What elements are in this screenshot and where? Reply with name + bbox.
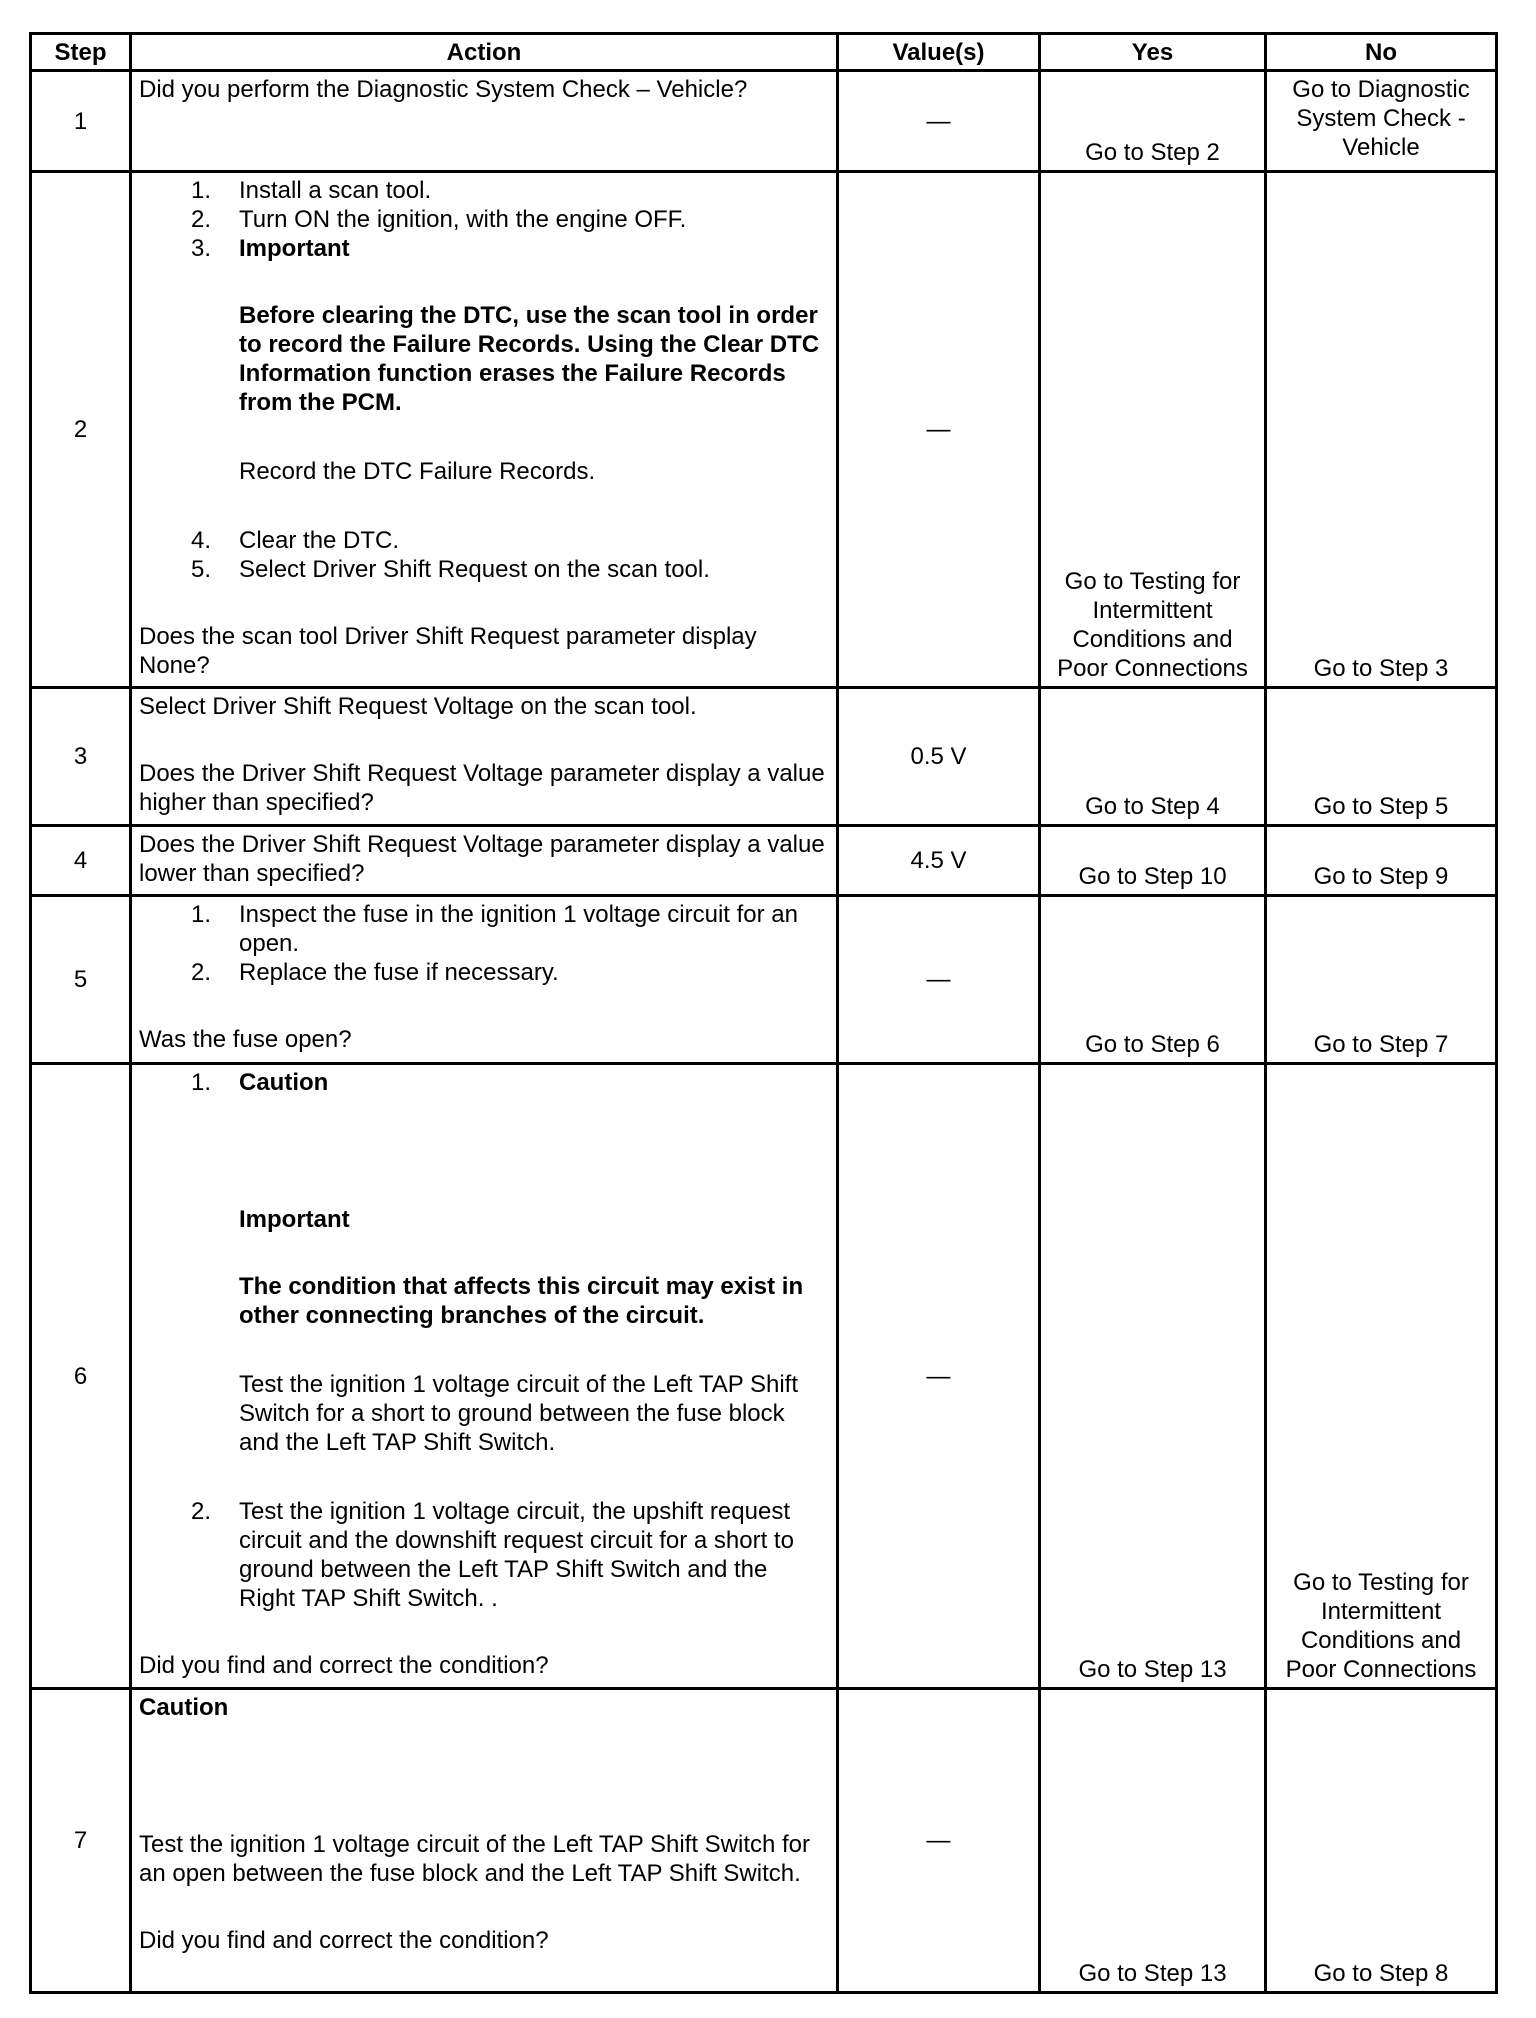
yes-cell: Go to Step 13 (1040, 1689, 1266, 1993)
list-item: 2. Test the ignition 1 voltage circuit, the upshift request circuit and the downshift request circuit for a short to ground between the Left TAP Shift Switch and the Right TAP Shift Switch. . (190, 1498, 794, 1612)
header-values: Value(s) (838, 34, 1040, 71)
caution-label: Caution (139, 1694, 229, 1721)
table-row (31, 71, 1497, 172)
no-cell: Go to Step 7 (1266, 896, 1497, 1064)
action-cell (131, 1689, 838, 1993)
table-row (31, 896, 1497, 1064)
step-number: 4 (31, 826, 131, 896)
table-row (31, 826, 1497, 896)
yes-cell: Go to Step 13 (1040, 1064, 1266, 1689)
list-item: 1. Inspect the fuse in the ignition 1 voltage circuit for an open. (190, 901, 798, 957)
list-item: 3. Important (190, 235, 350, 262)
action-cell (131, 172, 838, 688)
action-cell (131, 1064, 838, 1689)
diagnostic-table (29, 32, 1498, 1994)
no-cell: Go to Step 8 (1266, 1689, 1497, 1993)
table-row (31, 172, 1497, 688)
instruction-text: Select Driver Shift Request Voltage on the scan tool. (139, 693, 697, 720)
list-item: 4. Clear the DTC. (190, 527, 400, 554)
important-note: The condition that affects this circuit may exist in other connecting branches of the circuit. (239, 1273, 804, 1329)
step-number: 6 (31, 1064, 131, 1689)
no-cell: Go to Step 5 (1266, 688, 1497, 826)
step-number: 2 (31, 172, 131, 688)
no-cell: Go to Testing for Intermittent Conditions and Poor Connections (1266, 1064, 1497, 1689)
value-cell: 0.5 V (838, 688, 1040, 826)
step-number: 1 (31, 71, 131, 172)
value-cell: — (838, 172, 1040, 688)
table-row (31, 1064, 1497, 1689)
no-cell: Go to Step 9 (1266, 826, 1497, 896)
value-cell: — (838, 71, 1040, 172)
list-item: 2. Replace the fuse if necessary. (190, 959, 559, 986)
value-cell: — (838, 896, 1040, 1064)
action-cell (131, 826, 838, 896)
question-text: Did you perform the Diagnostic System Check – Vehicle? (139, 76, 748, 103)
header-yes: Yes (1040, 34, 1266, 71)
question-text: Did you find and correct the condition? (139, 1652, 549, 1679)
question-text: Was the fuse open? (139, 1026, 352, 1053)
table-row (31, 1689, 1497, 1993)
value-cell: 4.5 V (838, 826, 1040, 896)
table-row (31, 688, 1497, 826)
no-cell: Go to Diagnostic System Check - Vehicle (1266, 71, 1497, 172)
header-action: Action (131, 34, 838, 71)
header-row (31, 34, 1497, 71)
step-number: 3 (31, 688, 131, 826)
question-text: Does the Driver Shift Request Voltage parameter display a value lower than specified? (139, 831, 825, 887)
value-cell: — (838, 1689, 1040, 1993)
action-cell (131, 71, 838, 172)
yes-cell: Go to Step 4 (1040, 688, 1266, 826)
yes-cell: Go to Step 2 (1040, 71, 1266, 172)
list-item: 5. Select Driver Shift Request on the scan tool. (190, 556, 710, 583)
yes-cell: Go to Testing for Intermittent Conditions and Poor Connections (1040, 172, 1266, 688)
step-number: 5 (31, 896, 131, 1064)
list-item: 1. Caution (190, 1069, 329, 1096)
list-item: 1. Install a scan tool. (190, 177, 432, 204)
test-text: Test the ignition 1 voltage circuit of the Left TAP Shift Switch for an open between the fuse block and the Left TAP Shift Switch. (139, 1831, 811, 1887)
action-cell (131, 896, 838, 1064)
question-text: Did you find and correct the condition? (139, 1927, 549, 1954)
step-number: 7 (31, 1689, 131, 1993)
yes-cell: Go to Step 6 (1040, 896, 1266, 1064)
test-text: Test the ignition 1 voltage circuit of the Left TAP Shift Switch for a short to ground between the fuse block and the Left TAP Shift Switch. (239, 1371, 798, 1456)
action-cell (131, 688, 838, 826)
list-item: 2. Turn ON the ignition, with the engine OFF. (190, 206, 687, 233)
header-step: Step (31, 34, 131, 71)
yes-cell: Go to Step 10 (1040, 826, 1266, 896)
value-cell: — (838, 1064, 1040, 1689)
question-text: Does the Driver Shift Request Voltage parameter display a value higher than specified? (139, 760, 825, 816)
important-label: Important (239, 1206, 350, 1233)
question-text: Does the scan tool Driver Shift Request parameter display None? (139, 623, 757, 679)
no-cell: Go to Step 3 (1266, 172, 1497, 688)
record-text: Record the DTC Failure Records. (239, 458, 596, 485)
header-no: No (1266, 34, 1497, 71)
important-note: Before clearing the DTC, use the scan tool in order to record the Failure Records. Using the Clear DTC Information function erases the Failure Records from the PCM. (239, 302, 820, 416)
